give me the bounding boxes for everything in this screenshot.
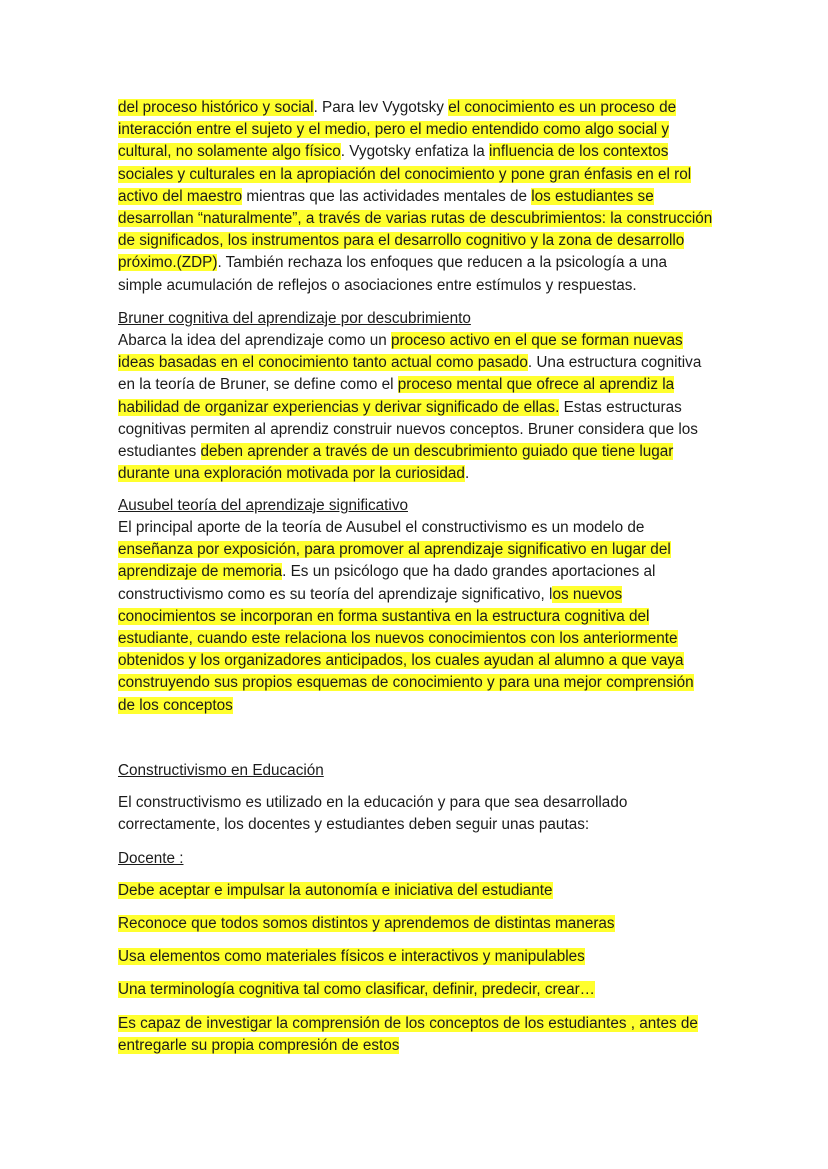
education-intro: El constructivismo es utilizado en la educación y para que sea desarrollado correctamente, los docentes y estudiantes deben seguir unas pautas: xyxy=(118,794,628,834)
text-run: . Vygotsky enfatiza la xyxy=(340,143,490,161)
education-heading: Constructivismo en Educación xyxy=(118,762,324,779)
docente-item: Debe aceptar e impulsar la autonomía e iniciativa del estudiante xyxy=(118,882,553,899)
ausubel-heading: Ausubel teoría del aprendizaje significativo xyxy=(118,497,408,514)
docente-item: Una terminología cognitiva tal como clasificar, definir, predecir, crear… xyxy=(118,981,595,998)
ausubel-paragraph xyxy=(118,517,713,717)
text-run: Estas estructuras cognitivas permiten al aprendiz construir nuevos conceptos. Bruner considera que los estudiantes xyxy=(118,398,698,461)
highlighted-text: del proceso histórico y social xyxy=(118,99,314,116)
vygotsky-paragraph xyxy=(118,97,713,297)
text-run: . Para lev Vygotsky xyxy=(313,99,449,116)
highlighted-text: os nuevos conocimientos se incorporan en forma sustantiva en la estructura cognitiva del estudiante, cuando este relaciona los nuevos conocimientos con los anteriormente obtenidos y los organizadores anticipados, los cuales ayudan al alumno a que vaya construyendo sus propios esquemas de conocimiento y para una mejor comprensión de los conceptos xyxy=(118,585,694,714)
docente-heading: Docente : xyxy=(118,850,184,867)
text-run: . Una estructura cognitiva en la teoría de Bruner, se define como el xyxy=(118,354,702,394)
highlighted-text: el conocimiento es un proceso de interacción entre el sujeto y el medio, pero el medio entendido como algo social y cultural, no solamente algo físico xyxy=(118,99,677,161)
text-run: . Es un psicólogo que ha dado grandes aportaciones al constructivismo como es su teoría del aprendizaje significativo, l xyxy=(118,563,656,603)
docente-item: Reconoce que todos somos distintos y aprendemos de distintas maneras xyxy=(118,915,615,932)
highlighted-text: influencia de los contextos sociales y culturales en la apropiación del conocimiento y pone gran énfasis en el rol activo del maestro xyxy=(118,143,692,205)
bruner-heading: Bruner cognitiva del aprendizaje por descubrimiento xyxy=(118,310,471,327)
highlighted-text: los estudiantes se desarrollan “naturalmente”, a través de varias rutas de descubrimientos: la construcción de significados, los instrumentos para el desarrollo cognitivo y la zona de desarrollo próximo.(ZDP) xyxy=(118,187,713,272)
text-run: . También rechaza los enfoques que reducen a la psicología a una simple acumulación de reflejos o asociaciones entre estímulos y respuestas. xyxy=(118,254,668,294)
highlighted-text: proceso mental que ofrece al aprendiz la habilidad de organizar experiencias y derivar significado de ellas. xyxy=(118,376,675,416)
highlighted-text: deben aprender a través de un descubrimiento guiado que tiene lugar durante una exploración motivada por la curiosidad xyxy=(118,443,674,483)
text-run: mientras que las actividades mentales de xyxy=(242,187,532,205)
bruner-paragraph xyxy=(118,330,713,485)
text-run: . xyxy=(464,465,470,483)
text-run: El principal aporte de la teoría de Ausubel el constructivismo es un modelo de xyxy=(118,519,645,536)
text-run: Abarca la idea del aprendizaje como un xyxy=(118,332,391,349)
highlighted-text: proceso activo en el que se forman nuevas ideas basadas en el conocimiento tanto actual como pasado xyxy=(118,332,683,372)
docente-item: Es capaz de investigar la comprensión de los conceptos de los estudiantes , antes de entregarle su propia compresión de estos xyxy=(118,1015,698,1055)
highlighted-text: enseñanza por exposición, para promover al aprendizaje significativo en lugar del aprendizaje de memoria xyxy=(118,541,671,581)
docente-item: Usa elementos como materiales físicos e interactivos y manipulables xyxy=(118,948,585,965)
